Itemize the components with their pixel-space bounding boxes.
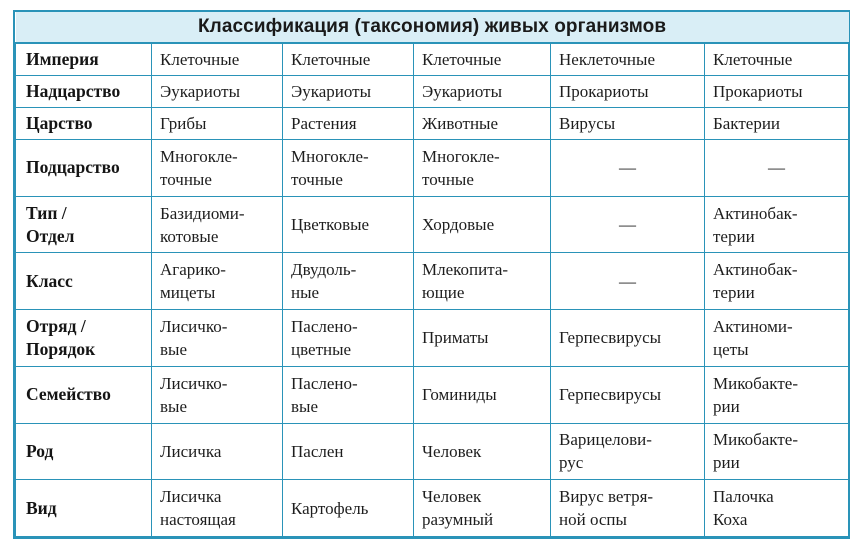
taxonomy-table-frame (13, 10, 850, 539)
taxon-cell (414, 480, 551, 537)
taxon-cell-line: точные (291, 169, 343, 189)
taxon-cell (551, 253, 705, 310)
taxon-cell (152, 107, 283, 139)
taxon-cell-line: Хордовые (422, 215, 495, 234)
taxon-cell-line: ной оспы (559, 510, 627, 530)
taxon-cell-line: Лисичка (160, 487, 222, 507)
rank-label-line: Подцарство (26, 157, 120, 178)
taxon-cell (705, 107, 849, 139)
taxon-cell (152, 366, 283, 423)
taxon-cell (152, 423, 283, 480)
taxon-cell-line: котовые (160, 226, 219, 246)
taxon-cell-line: Микобакте- (713, 430, 798, 450)
taxon-cell (283, 196, 414, 253)
taxonomy-table (15, 12, 849, 537)
taxon-cell-line: Приматы (422, 328, 489, 348)
taxon-cell-line: точные (160, 169, 212, 189)
taxon-cell-line: Млекопита- (422, 260, 509, 280)
taxon-cell-line: настоящая (160, 510, 236, 530)
taxon-cell-line: Герпесвирусы (559, 328, 662, 348)
rank-label-line: Семейство (26, 384, 111, 405)
rank-label-line: Род (26, 440, 54, 461)
taxon-cell-line: Вирусы (559, 113, 616, 133)
taxon-cell-line: точные (422, 169, 474, 189)
rank-label (16, 310, 152, 367)
taxon-cell-line: Многокле- (160, 146, 238, 166)
table-row (16, 139, 849, 196)
taxon-cell-line: Клеточные (160, 49, 240, 69)
taxon-cell-line: Герпесвирусы (559, 385, 662, 405)
taxon-cell (283, 75, 414, 107)
taxon-cell (414, 43, 551, 75)
taxon-cell (705, 253, 849, 310)
taxon-cell (551, 196, 705, 253)
taxon-cell (705, 423, 849, 480)
taxon-cell-line: Паслено- (291, 373, 358, 393)
taxon-cell (414, 139, 551, 196)
taxon-cell (414, 423, 551, 480)
rank-label (16, 43, 152, 75)
taxon-cell-line: Человек (422, 441, 482, 461)
taxon-cell-line: Актинобак- (713, 203, 798, 223)
taxon-cell-line: Базидиоми- (160, 203, 245, 223)
taxon-cell-line: Эукариоты (160, 81, 240, 101)
taxon-cell (152, 43, 283, 75)
taxon-cell-line: Двудоль- (291, 260, 357, 280)
taxon-cell (551, 310, 705, 367)
rank-label (16, 107, 152, 139)
taxon-cell-line: вые (291, 396, 318, 416)
taxon-cell (283, 423, 414, 480)
table-body (16, 43, 849, 537)
taxon-cell-line: Грибы (160, 113, 207, 133)
taxon-cell (414, 107, 551, 139)
rank-label-line: Тип / (26, 202, 67, 223)
taxon-cell-line: Многокле- (422, 146, 500, 166)
table-title: Классификация (таксономия) живых организмов (16, 12, 849, 43)
taxon-cell (283, 480, 414, 537)
table-row (16, 310, 849, 367)
taxon-cell (705, 196, 849, 253)
taxon-cell (283, 310, 414, 367)
taxon-cell (551, 139, 705, 196)
taxon-cell-line: Эукариоты (422, 81, 502, 101)
taxon-cell-line: Коха (713, 510, 748, 530)
taxon-cell-line: Прокариоты (559, 81, 649, 101)
taxon-cell-line: — (619, 271, 636, 291)
taxon-cell (283, 107, 414, 139)
taxon-cell (283, 139, 414, 196)
rank-label (16, 196, 152, 253)
rank-label-line: Отряд / (26, 315, 86, 336)
taxon-cell-line: — (768, 158, 786, 178)
taxon-cell-line: Паслено- (291, 316, 358, 336)
table-row (16, 480, 849, 537)
table-row (16, 366, 849, 423)
table-row (16, 43, 849, 75)
taxon-cell-line: Вирус ветря- (559, 487, 654, 507)
taxon-cell (152, 196, 283, 253)
taxon-cell (551, 480, 705, 537)
taxon-cell-line: Растения (291, 113, 357, 133)
taxon-cell-line: Прокариоты (713, 81, 803, 101)
taxon-cell-line: Лисичко- (160, 316, 228, 336)
taxon-cell-line: ющие (422, 283, 465, 303)
taxon-cell-line: Микобакте- (713, 373, 798, 393)
taxon-cell (152, 75, 283, 107)
taxon-cell-line: терии (713, 283, 755, 303)
taxon-cell-line: — (619, 215, 636, 234)
taxon-cell (414, 75, 551, 107)
taxon-cell (551, 43, 705, 75)
table-row (16, 196, 849, 253)
taxon-cell (152, 310, 283, 367)
taxon-cell (705, 366, 849, 423)
taxon-cell-line: Животные (422, 113, 499, 133)
taxon-cell (705, 43, 849, 75)
taxon-cell (705, 139, 849, 196)
taxon-cell-line: Человек (422, 487, 482, 507)
taxon-cell-line: разумный (422, 510, 494, 530)
taxon-cell-line: Бактерии (713, 113, 781, 133)
taxon-cell (705, 310, 849, 367)
taxon-cell (152, 253, 283, 310)
taxon-cell-line: Актинобак- (713, 260, 798, 280)
taxon-cell (551, 75, 705, 107)
taxon-cell-line: Варицелови- (559, 430, 652, 450)
rank-label-line: Надцарство (26, 80, 121, 101)
taxon-cell-line: цветные (291, 339, 352, 359)
taxon-cell-line: Эукариоты (291, 81, 371, 101)
table-row (16, 423, 849, 480)
taxon-cell (283, 43, 414, 75)
taxon-cell (414, 253, 551, 310)
rank-label-line: Класс (26, 270, 73, 291)
taxon-cell-line: Клеточные (422, 49, 502, 69)
taxon-cell (551, 107, 705, 139)
taxon-cell-line: мицеты (160, 283, 216, 303)
taxon-cell (551, 423, 705, 480)
rank-label-line: Империя (26, 48, 99, 69)
taxon-cell-line: Клеточные (291, 49, 371, 69)
table-row (16, 75, 849, 107)
taxon-cell-line: Гоминиды (422, 385, 497, 405)
taxon-cell (414, 366, 551, 423)
taxon-cell-line: терии (713, 226, 755, 246)
taxon-cell (283, 253, 414, 310)
taxon-cell-line: вые (160, 339, 187, 359)
taxon-cell (414, 310, 551, 367)
taxon-cell (283, 366, 414, 423)
taxon-cell-line: рии (713, 453, 740, 473)
taxon-cell-line: Многокле- (291, 146, 369, 166)
taxon-cell-line: Картофель (291, 498, 369, 518)
taxon-cell (152, 480, 283, 537)
taxon-cell-line: Паслен (291, 441, 344, 461)
taxon-cell-line: Лисичко- (160, 373, 228, 393)
taxon-cell-line: Неклеточные (559, 49, 655, 69)
taxon-cell (152, 139, 283, 196)
taxon-cell-line: Клеточные (713, 49, 793, 69)
taxon-cell (705, 480, 849, 537)
table-row (16, 107, 849, 139)
taxon-cell-line: цеты (713, 339, 749, 359)
rank-label-line: Царство (26, 112, 93, 133)
taxon-cell (551, 366, 705, 423)
taxon-cell-line: Палочка (713, 487, 774, 507)
taxon-cell (414, 196, 551, 253)
taxon-cell-line: вые (160, 396, 187, 416)
taxon-cell (705, 75, 849, 107)
taxon-cell-line: — (619, 158, 636, 178)
taxon-cell-line: Агарико- (160, 260, 226, 280)
rank-label-line: Порядок (26, 338, 96, 359)
rank-label-line: Вид (26, 497, 57, 518)
rank-label-line: Отдел (26, 225, 75, 246)
taxon-cell-line: Актиноми- (713, 316, 793, 336)
taxon-cell-line: ные (291, 283, 320, 303)
table-row (16, 253, 849, 310)
taxon-cell-line: Цветковые (291, 215, 370, 234)
taxon-cell-line: рус (559, 453, 584, 473)
rank-label (16, 75, 152, 107)
taxon-cell-line: Лисичка (160, 441, 222, 461)
rank-label (16, 366, 152, 423)
rank-label (16, 480, 152, 537)
rank-label (16, 139, 152, 196)
rank-label (16, 253, 152, 310)
taxon-cell-line: рии (713, 396, 740, 416)
rank-label (16, 423, 152, 480)
